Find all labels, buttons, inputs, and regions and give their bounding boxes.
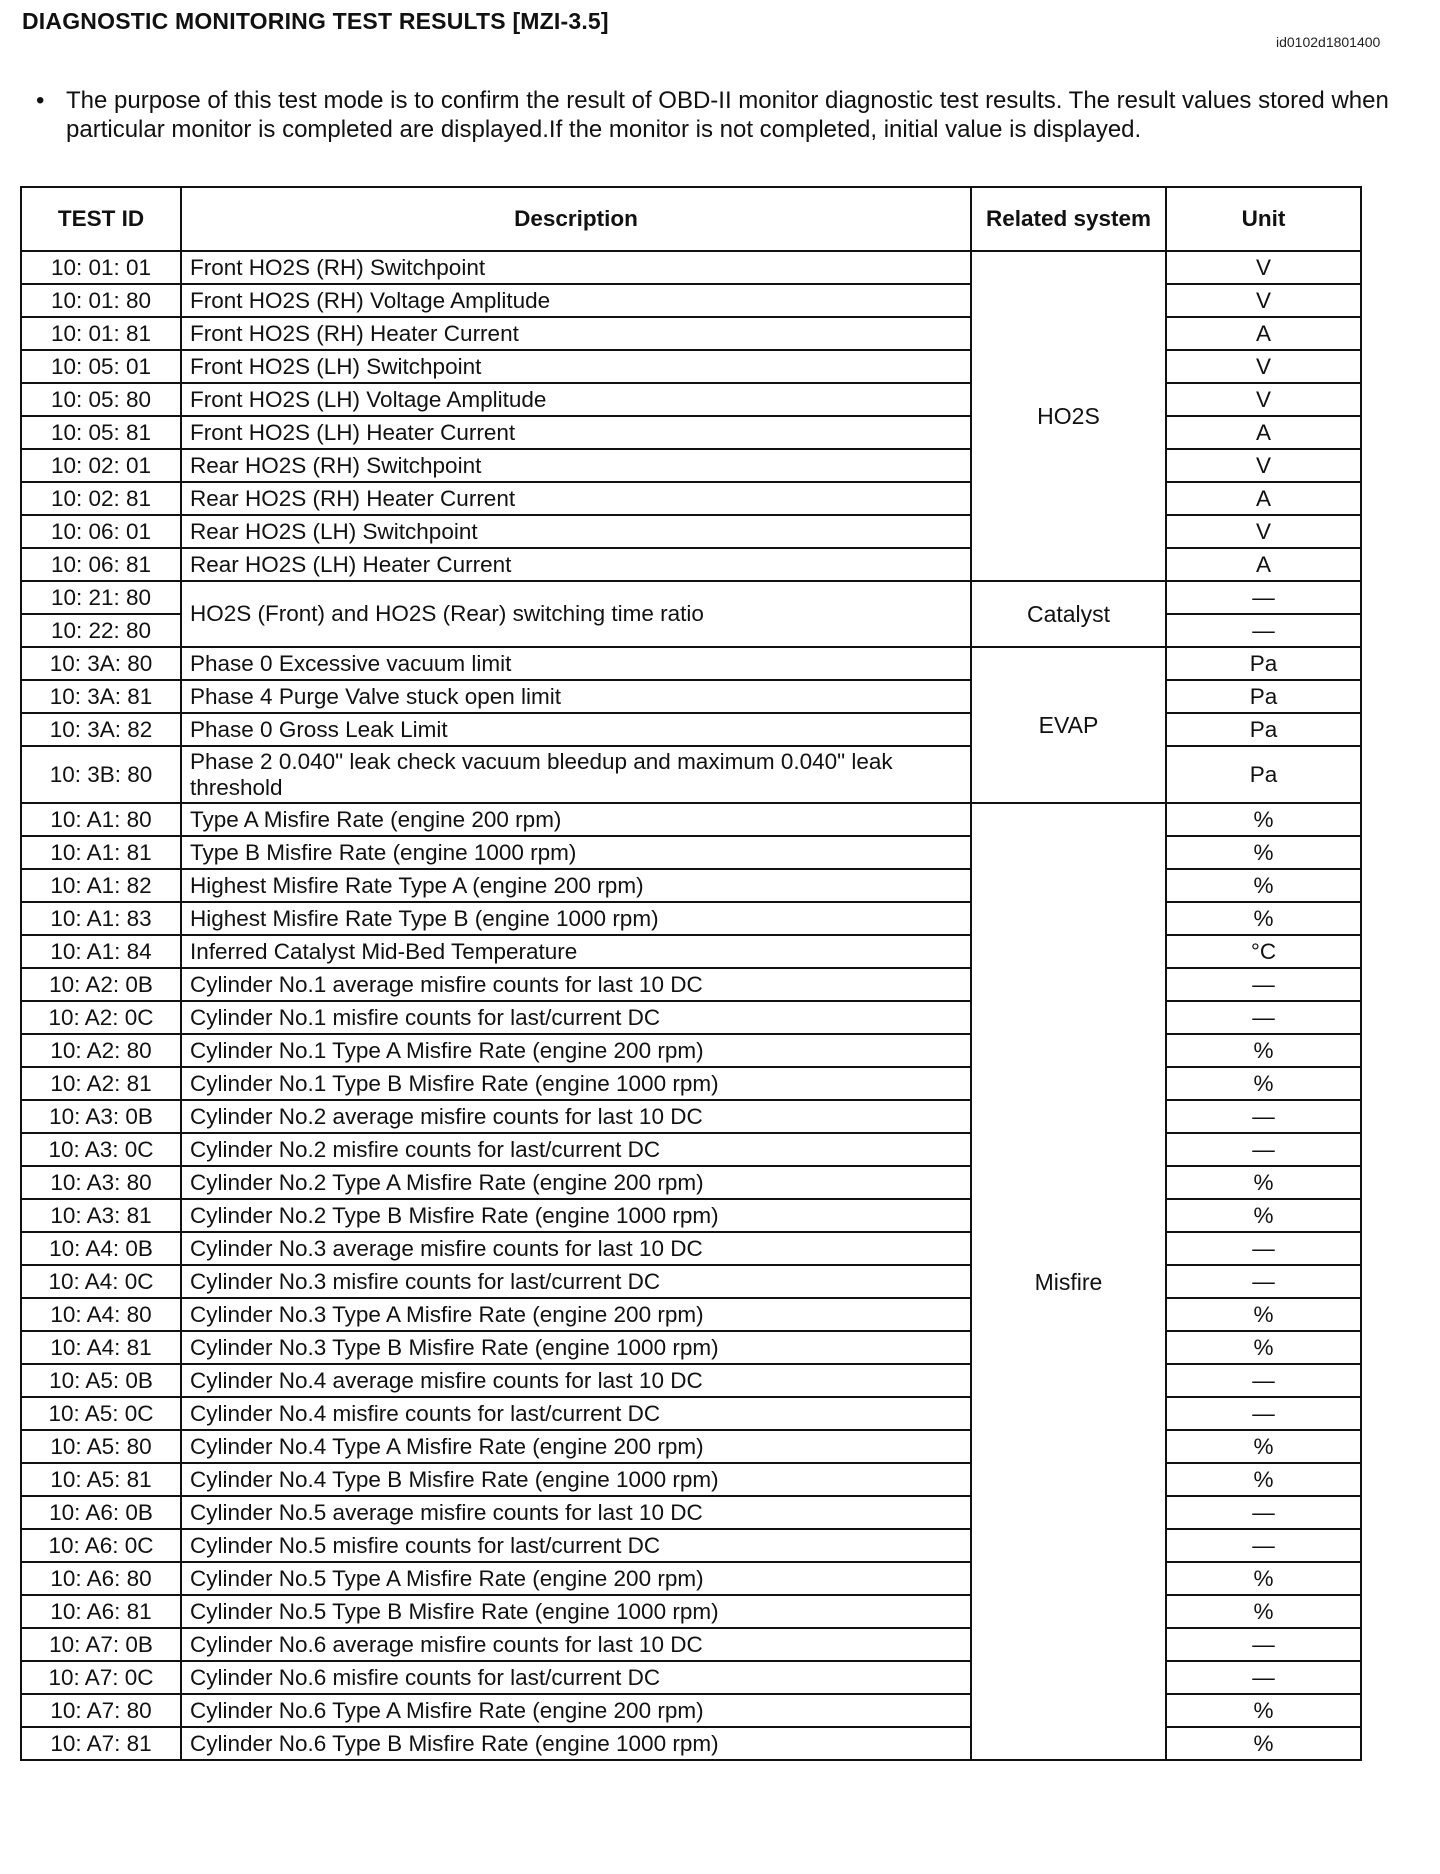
unit-cell: — [1166, 1001, 1361, 1034]
description-cell: Cylinder No.6 Type A Misfire Rate (engine 200 rpm) [181, 1694, 971, 1727]
test-id-cell: 10: A3: 0B [21, 1100, 181, 1133]
description-cell: Cylinder No.4 Type B Misfire Rate (engine 1000 rpm) [181, 1463, 971, 1496]
test-id-cell: 10: A4: 80 [21, 1298, 181, 1331]
unit-cell: — [1166, 1265, 1361, 1298]
unit-cell: V [1166, 350, 1361, 383]
table-row [21, 647, 1361, 680]
test-id-cell: 10: 01: 81 [21, 317, 181, 350]
test-id-cell: 10: A2: 0C [21, 1001, 181, 1034]
unit-cell: — [1166, 581, 1361, 614]
description-cell: Highest Misfire Rate Type A (engine 200 rpm) [181, 869, 971, 902]
test-id-cell: 10: 3A: 80 [21, 647, 181, 680]
test-id-cell: 10: A2: 80 [21, 1034, 181, 1067]
description-cell: Cylinder No.4 misfire counts for last/current DC [181, 1397, 971, 1430]
description-cell: Cylinder No.5 average misfire counts for last 10 DC [181, 1496, 971, 1529]
description-cell: Front HO2S (RH) Voltage Amplitude [181, 284, 971, 317]
unit-cell: — [1166, 968, 1361, 1001]
test-id-cell: 10: A3: 80 [21, 1166, 181, 1199]
unit-cell: — [1166, 1100, 1361, 1133]
unit-cell: A [1166, 482, 1361, 515]
test-id-cell: 10: A7: 81 [21, 1727, 181, 1760]
test-id-cell: 10: 3B: 80 [21, 746, 181, 803]
description-cell: Front HO2S (RH) Switchpoint [181, 251, 971, 284]
test-id-cell: 10: A1: 80 [21, 803, 181, 836]
unit-cell: % [1166, 1199, 1361, 1232]
description-cell: Cylinder No.3 Type A Misfire Rate (engine 200 rpm) [181, 1298, 971, 1331]
description-cell: Inferred Catalyst Mid-Bed Temperature [181, 935, 971, 968]
header-unit: Unit [1166, 187, 1361, 251]
unit-cell: % [1166, 1166, 1361, 1199]
description-cell: Front HO2S (RH) Heater Current [181, 317, 971, 350]
test-id-cell: 10: A4: 0C [21, 1265, 181, 1298]
test-id-cell: 10: A3: 0C [21, 1133, 181, 1166]
description-cell: Cylinder No.2 misfire counts for last/current DC [181, 1133, 971, 1166]
unit-cell: Pa [1166, 647, 1361, 680]
unit-cell: % [1166, 1067, 1361, 1100]
description-cell: Phase 0 Gross Leak Limit [181, 713, 971, 746]
description-cell: Cylinder No.2 average misfire counts for last 10 DC [181, 1100, 971, 1133]
test-id-cell: 10: 05: 01 [21, 350, 181, 383]
unit-cell: Pa [1166, 746, 1361, 803]
test-id-cell: 10: 3A: 82 [21, 713, 181, 746]
table-body [21, 251, 1361, 1760]
description-cell: Phase 0 Excessive vacuum limit [181, 647, 971, 680]
header-related-system: Related system [971, 187, 1166, 251]
description-cell: Rear HO2S (RH) Switchpoint [181, 449, 971, 482]
unit-cell: V [1166, 515, 1361, 548]
test-id-cell: 10: A4: 0B [21, 1232, 181, 1265]
related-system-cell: Misfire [971, 803, 1166, 1760]
test-id-cell: 10: A1: 83 [21, 902, 181, 935]
unit-cell: % [1166, 869, 1361, 902]
related-system-cell: HO2S [971, 251, 1166, 581]
test-id-cell: 10: A5: 81 [21, 1463, 181, 1496]
description-cell: Cylinder No.5 misfire counts for last/current DC [181, 1529, 971, 1562]
description-cell: Cylinder No.1 misfire counts for last/current DC [181, 1001, 971, 1034]
unit-cell: % [1166, 836, 1361, 869]
unit-cell: °C [1166, 935, 1361, 968]
description-cell: Front HO2S (LH) Switchpoint [181, 350, 971, 383]
test-id-cell: 10: A1: 84 [21, 935, 181, 968]
unit-cell: — [1166, 1661, 1361, 1694]
test-id-cell: 10: A1: 82 [21, 869, 181, 902]
intro-paragraph [36, 86, 1396, 144]
test-id-cell: 10: 06: 81 [21, 548, 181, 581]
description-cell: Phase 4 Purge Valve stuck open limit [181, 680, 971, 713]
unit-cell: — [1166, 1529, 1361, 1562]
page-title: DIAGNOSTIC MONITORING TEST RESULTS [MZI-3.5] [22, 8, 609, 34]
unit-cell: % [1166, 1298, 1361, 1331]
test-id-cell: 10: A5: 0B [21, 1364, 181, 1397]
description-cell: Rear HO2S (LH) Switchpoint [181, 515, 971, 548]
test-id-cell: 10: 3A: 81 [21, 680, 181, 713]
description-cell: Cylinder No.1 Type A Misfire Rate (engine 200 rpm) [181, 1034, 971, 1067]
description-cell: Cylinder No.1 average misfire counts for last 10 DC [181, 968, 971, 1001]
test-id-cell: 10: 02: 01 [21, 449, 181, 482]
description-cell: Cylinder No.6 misfire counts for last/current DC [181, 1661, 971, 1694]
unit-cell: % [1166, 1463, 1361, 1496]
intro-text: The purpose of this test mode is to confirm the result of OBD-II monitor diagnostic test results. The result values stored when particular monitor is completed are displayed.If the monitor is not completed, initial value is displayed. [66, 87, 1389, 143]
description-cell: Type B Misfire Rate (engine 1000 rpm) [181, 836, 971, 869]
unit-cell: A [1166, 548, 1361, 581]
test-id-cell: 10: 22: 80 [21, 614, 181, 647]
table-header-row [21, 187, 1361, 251]
test-id-cell: 10: A6: 0C [21, 1529, 181, 1562]
header-description: Description [181, 187, 971, 251]
unit-cell: % [1166, 1034, 1361, 1067]
description-cell: Front HO2S (LH) Voltage Amplitude [181, 383, 971, 416]
test-id-cell: 10: 06: 01 [21, 515, 181, 548]
unit-cell: — [1166, 1496, 1361, 1529]
test-id-cell: 10: A2: 0B [21, 968, 181, 1001]
unit-cell: V [1166, 251, 1361, 284]
description-cell: Cylinder No.4 Type A Misfire Rate (engine 200 rpm) [181, 1430, 971, 1463]
test-results-table [20, 186, 1362, 1761]
unit-cell: A [1166, 416, 1361, 449]
unit-cell: — [1166, 1397, 1361, 1430]
description-cell: Cylinder No.3 Type B Misfire Rate (engine 1000 rpm) [181, 1331, 971, 1364]
description-cell: Cylinder No.3 misfire counts for last/current DC [181, 1265, 971, 1298]
test-id-cell: 10: A7: 80 [21, 1694, 181, 1727]
unit-cell: % [1166, 1331, 1361, 1364]
test-id-cell: 10: A7: 0B [21, 1628, 181, 1661]
unit-cell: — [1166, 1133, 1361, 1166]
unit-cell: % [1166, 902, 1361, 935]
description-cell: Highest Misfire Rate Type B (engine 1000 rpm) [181, 902, 971, 935]
unit-cell: % [1166, 1694, 1361, 1727]
unit-cell: — [1166, 614, 1361, 647]
test-id-cell: 10: A7: 0C [21, 1661, 181, 1694]
test-id-cell: 10: A1: 81 [21, 836, 181, 869]
unit-cell: % [1166, 1430, 1361, 1463]
test-id-cell: 10: A6: 80 [21, 1562, 181, 1595]
table-row [21, 803, 1361, 836]
description-cell: Cylinder No.6 Type B Misfire Rate (engine 1000 rpm) [181, 1727, 971, 1760]
test-id-cell: 10: A2: 81 [21, 1067, 181, 1100]
test-id-cell: 10: A5: 80 [21, 1430, 181, 1463]
description-cell: Cylinder No.4 average misfire counts for last 10 DC [181, 1364, 971, 1397]
description-cell: Rear HO2S (RH) Heater Current [181, 482, 971, 515]
test-id-cell: 10: 05: 80 [21, 383, 181, 416]
test-id-cell: 10: 01: 01 [21, 251, 181, 284]
description-cell: Cylinder No.1 Type B Misfire Rate (engine 1000 rpm) [181, 1067, 971, 1100]
test-id-cell: 10: A5: 0C [21, 1397, 181, 1430]
related-system-cell: EVAP [971, 647, 1166, 803]
description-cell: Phase 2 0.040" leak check vacuum bleedup and maximum 0.040" leak threshold [181, 746, 971, 803]
unit-cell: V [1166, 449, 1361, 482]
table-row [21, 581, 1361, 614]
test-id-cell: 10: A6: 81 [21, 1595, 181, 1628]
test-id-cell: 10: 02: 81 [21, 482, 181, 515]
description-cell: Cylinder No.3 average misfire counts for last 10 DC [181, 1232, 971, 1265]
test-id-cell: 10: 05: 81 [21, 416, 181, 449]
unit-cell: % [1166, 803, 1361, 836]
description-cell: Type A Misfire Rate (engine 200 rpm) [181, 803, 971, 836]
unit-cell: A [1166, 317, 1361, 350]
unit-cell: % [1166, 1562, 1361, 1595]
bullet-icon: • [36, 87, 45, 114]
table-row [21, 251, 1361, 284]
test-id-cell: 10: 21: 80 [21, 581, 181, 614]
description-cell: Cylinder No.2 Type A Misfire Rate (engine 200 rpm) [181, 1166, 971, 1199]
document-id: id0102d1801400 [1276, 34, 1381, 50]
description-cell: Cylinder No.5 Type A Misfire Rate (engine 200 rpm) [181, 1562, 971, 1595]
unit-cell: V [1166, 284, 1361, 317]
unit-cell: — [1166, 1364, 1361, 1397]
unit-cell: % [1166, 1595, 1361, 1628]
unit-cell: — [1166, 1232, 1361, 1265]
description-cell: Rear HO2S (LH) Heater Current [181, 548, 971, 581]
unit-cell: Pa [1166, 680, 1361, 713]
test-id-cell: 10: A3: 81 [21, 1199, 181, 1232]
description-cell: Cylinder No.6 average misfire counts for last 10 DC [181, 1628, 971, 1661]
test-id-cell: 10: 01: 80 [21, 284, 181, 317]
description-cell: HO2S (Front) and HO2S (Rear) switching time ratio [181, 581, 971, 647]
description-cell: Front HO2S (LH) Heater Current [181, 416, 971, 449]
test-id-cell: 10: A4: 81 [21, 1331, 181, 1364]
unit-cell: — [1166, 1628, 1361, 1661]
unit-cell: V [1166, 383, 1361, 416]
unit-cell: Pa [1166, 713, 1361, 746]
description-cell: Cylinder No.5 Type B Misfire Rate (engine 1000 rpm) [181, 1595, 971, 1628]
header-test-id: TEST ID [21, 187, 181, 251]
unit-cell: % [1166, 1727, 1361, 1760]
related-system-cell: Catalyst [971, 581, 1166, 647]
test-id-cell: 10: A6: 0B [21, 1496, 181, 1529]
description-cell: Cylinder No.2 Type B Misfire Rate (engine 1000 rpm) [181, 1199, 971, 1232]
